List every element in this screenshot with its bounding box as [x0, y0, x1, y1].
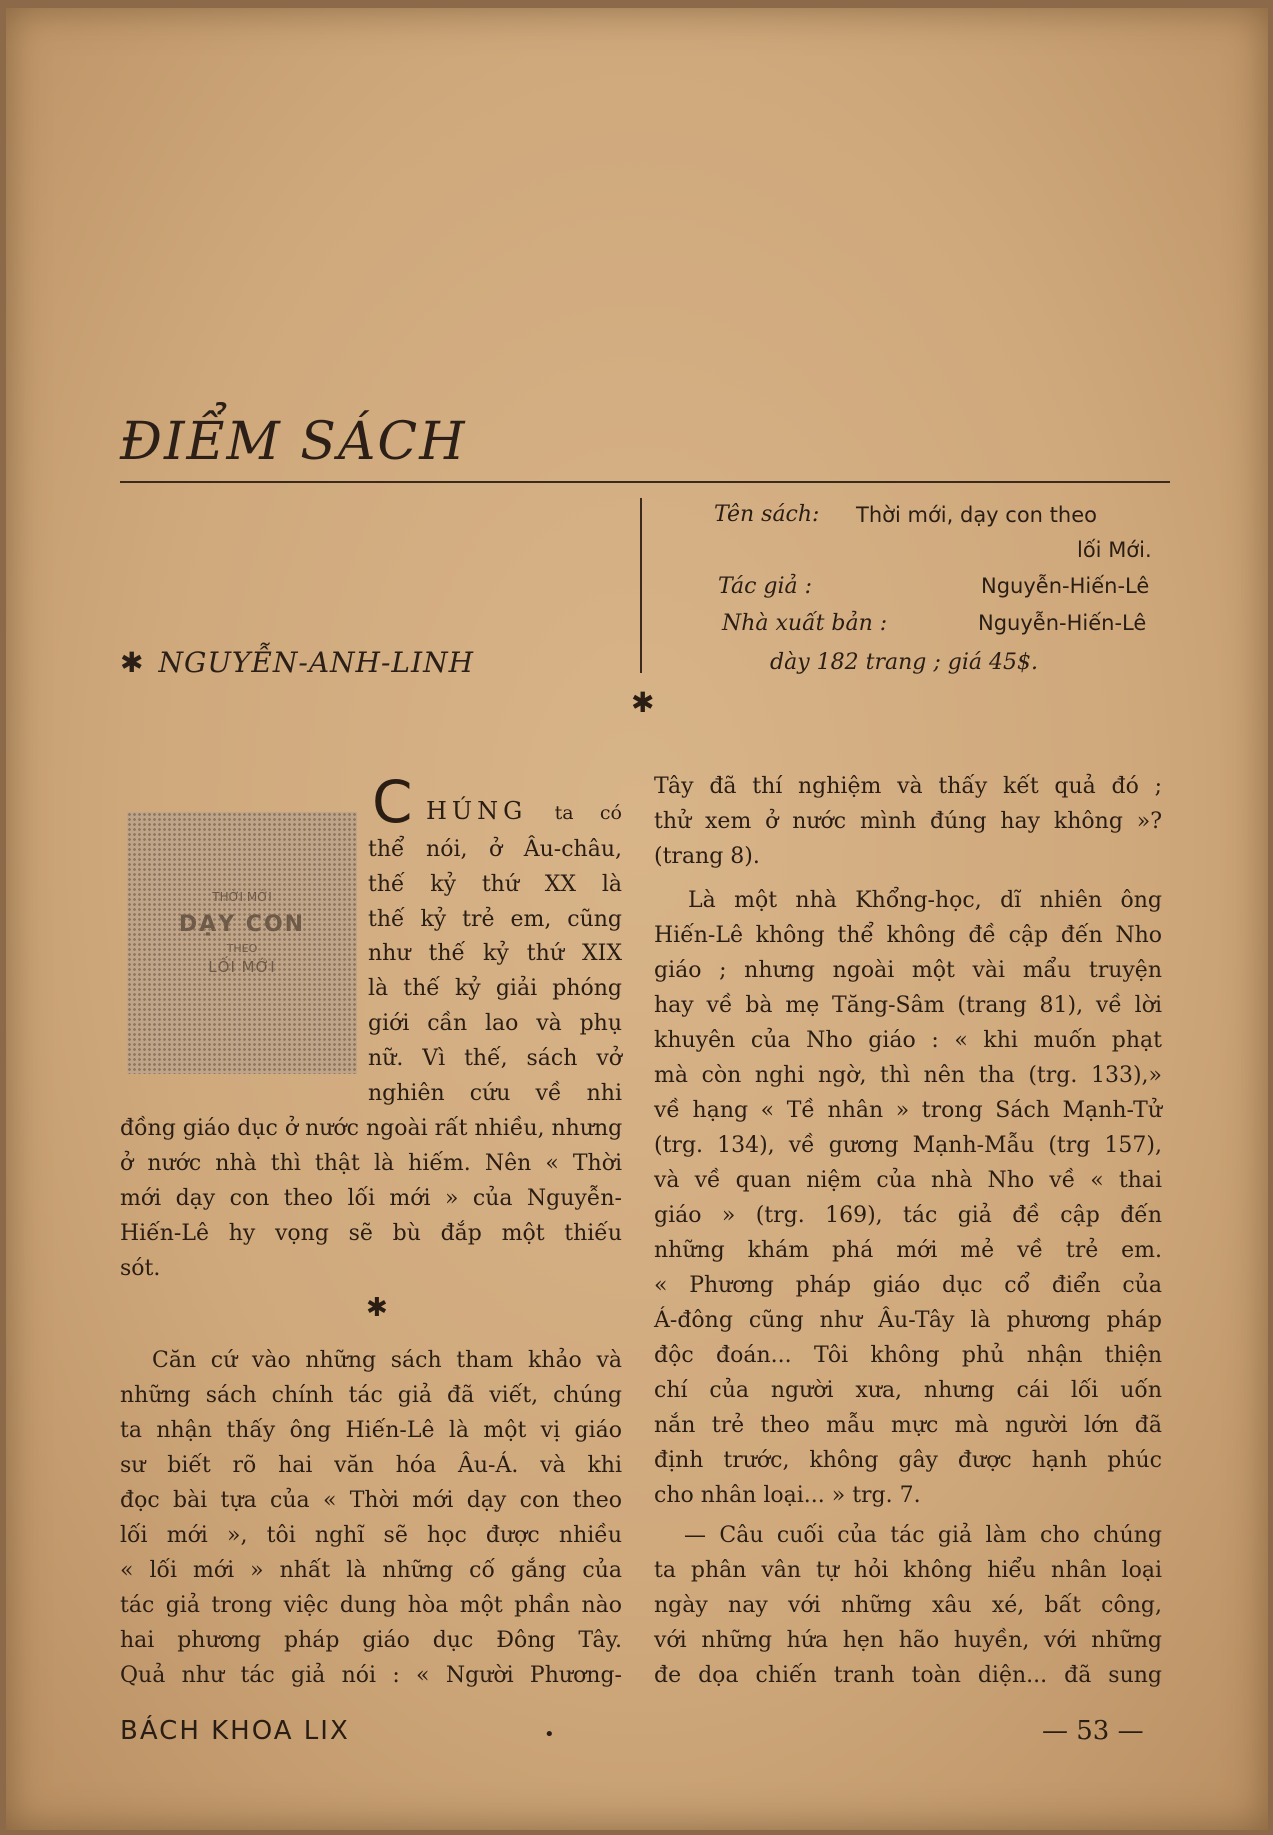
text-line: ta nhận thấy ông Hiến-Lê là một vị giáo — [120, 1418, 622, 1443]
text-line: thế kỷ thứ XX là — [368, 872, 622, 897]
text-line: như thế kỷ thứ XIX — [368, 941, 622, 966]
text-line: cho nhân loại... » trg. 7. — [654, 1483, 921, 1508]
text-line: « Phương pháp giáo dục cổ điển của — [654, 1273, 1162, 1298]
text-line: mới dạy con theo lối mới » của Nguyễn- — [120, 1186, 622, 1211]
book-title-label: Tên sách: — [714, 502, 820, 527]
text-line: Hiến-Lê hy vọng sẽ bù đắp một thiếu — [120, 1221, 622, 1246]
book-cover-image — [127, 812, 357, 1074]
text-line: giáo ; nhưng ngoài một vài mẩu truyện — [654, 958, 1162, 983]
book-title-row — [714, 502, 819, 527]
magazine-page — [6, 8, 1268, 1830]
cover-text: THỜI MỚI — [212, 890, 272, 904]
text-line: với những hứa hẹn hão huyền, với những — [654, 1628, 1162, 1653]
text-line: những khám phá mới mẻ về trẻ em. — [654, 1238, 1162, 1263]
text-line: sư biết rõ hai văn hóa Âu-Á. và khi — [120, 1453, 622, 1478]
book-title-value-1: Thời mới, dạy con theo — [856, 503, 1097, 527]
asterisk-ornament-icon: ✱ — [366, 1293, 388, 1323]
text-line: thể nói, ở Âu-châu, — [368, 837, 622, 862]
text-line: định trước, không gây được hạnh phúc — [654, 1448, 1162, 1473]
text-line: thử xem ở nước mình đúng hay không »? — [654, 809, 1162, 834]
book-details: dày 182 trang ; giá 45$. — [770, 650, 1038, 675]
title-rule — [120, 481, 1170, 483]
book-author-value: Nguyễn-Hiến-Lê — [981, 574, 1150, 598]
text-line: là thế kỷ giải phóng — [368, 976, 622, 1001]
text-line: ngày nay với những xâu xé, bất công, — [654, 1593, 1162, 1618]
first-line-rest: ta có — [554, 802, 622, 824]
text-line: Là một nhà Khổng-học, dĩ nhiên ông — [688, 888, 1162, 913]
journal-footer: BÁCH KHOA LIX — [120, 1716, 350, 1746]
text-line: (trang 8). — [654, 844, 760, 869]
footer-dot: • — [544, 1724, 555, 1745]
text-line: hai phương pháp giáo dục Đông Tây. — [120, 1628, 622, 1653]
text-line: đồng giáo dục ở nước ngoài rất nhiều, nhưng — [120, 1116, 623, 1141]
text-line: Hiến-Lê không thể không đề cập đến Nho — [654, 923, 1162, 948]
author-name: NGUYỄN-ANH-LINH — [158, 646, 474, 679]
text-line: về hạng « Tề nhân » trong Sách Mạnh-Tử — [654, 1098, 1162, 1123]
drop-cap: C — [372, 768, 413, 836]
column-divider — [640, 498, 642, 673]
text-line: giáo » (trg. 169), tác giả đề cập đến — [654, 1203, 1162, 1228]
cover-text: THEO — [226, 942, 258, 955]
byline — [120, 646, 474, 679]
cover-text: LỐI MỚI — [208, 958, 276, 976]
book-author-label: Tác giả : — [718, 574, 813, 599]
page-number: — 53 — — [1042, 1716, 1144, 1746]
section-title: ĐIỂM SÁCH — [120, 412, 467, 472]
text-line: Tây đã thí nghiệm và thấy kết quả đó ; — [654, 774, 1162, 799]
first-word-caps: HÚNG — [426, 797, 528, 825]
text-line: nữ. Vì thế, sách vở — [368, 1046, 622, 1071]
text-line: (trg. 134), về gương Mạnh-Mẫu (trg 157), — [654, 1133, 1162, 1158]
text-line: tác giả trong việc dung hòa một phần nào — [120, 1593, 622, 1618]
text-line: Quả như tác giả nói : « Người Phương- — [120, 1663, 622, 1688]
text-line: nắn trẻ theo mẫu mực mà người lớn đã — [654, 1413, 1162, 1438]
text-line: — Câu cuối của tác giả làm cho chúng — [684, 1523, 1162, 1548]
text-line: Căn cứ vào những sách tham khảo và — [152, 1348, 622, 1373]
text-line: nghiên cứu về nhi — [368, 1081, 622, 1106]
book-title-value-2: lối Mới. — [1077, 538, 1152, 562]
text-line: những sách chính tác giả đã viết, chúng — [120, 1383, 622, 1408]
text-line: đọc bài tựa của « Thời mới dạy con theo — [120, 1488, 622, 1513]
text-line: độc đoán... Tôi không phủ nhận thiện — [654, 1343, 1162, 1368]
publisher-value: Nguyễn-Hiến-Lê — [978, 611, 1147, 635]
text-line: « lối mới » nhất là những cố gắng của — [120, 1558, 622, 1583]
text-line: đe dọa chiến tranh toàn diện... đã sung — [654, 1663, 1162, 1688]
asterisk-ornament-icon: ✱ — [120, 646, 145, 679]
text-line: khuyên của Nho giáo : « khi muốn phạt — [654, 1028, 1162, 1053]
text-line: ta phân vân tự hỏi không hiểu nhân loại — [654, 1558, 1162, 1583]
cover-text: DẠY CON — [178, 912, 306, 937]
text-line: sót. — [120, 1256, 161, 1281]
text-line: và về quan niệm của nhà Nho về « thai — [654, 1168, 1162, 1193]
text-line: giới cần lao và phụ — [368, 1011, 622, 1036]
text-line: chí của người xưa, nhưng cái lối uốn — [654, 1378, 1162, 1403]
text-line: lối mới », tôi nghĩ sẽ học được nhiều — [120, 1523, 622, 1548]
text-line: ở nước nhà thì thật là hiếm. Nên « Thời — [120, 1151, 622, 1176]
text-line: hay về bà mẹ Tăng-Sâm (trang 81), về lời — [654, 993, 1162, 1018]
text-line: mà còn nghi ngờ, thì nên tha (trg. 133),» — [654, 1063, 1162, 1088]
publisher-label: Nhà xuất bản : — [722, 611, 888, 636]
asterisk-ornament-icon: ✱ — [631, 686, 655, 719]
first-line — [426, 794, 622, 830]
text-line: thế kỷ trẻ em, cũng — [368, 907, 622, 932]
text-line: Á-đông cũng như Âu-Tây là phương pháp — [654, 1308, 1162, 1333]
